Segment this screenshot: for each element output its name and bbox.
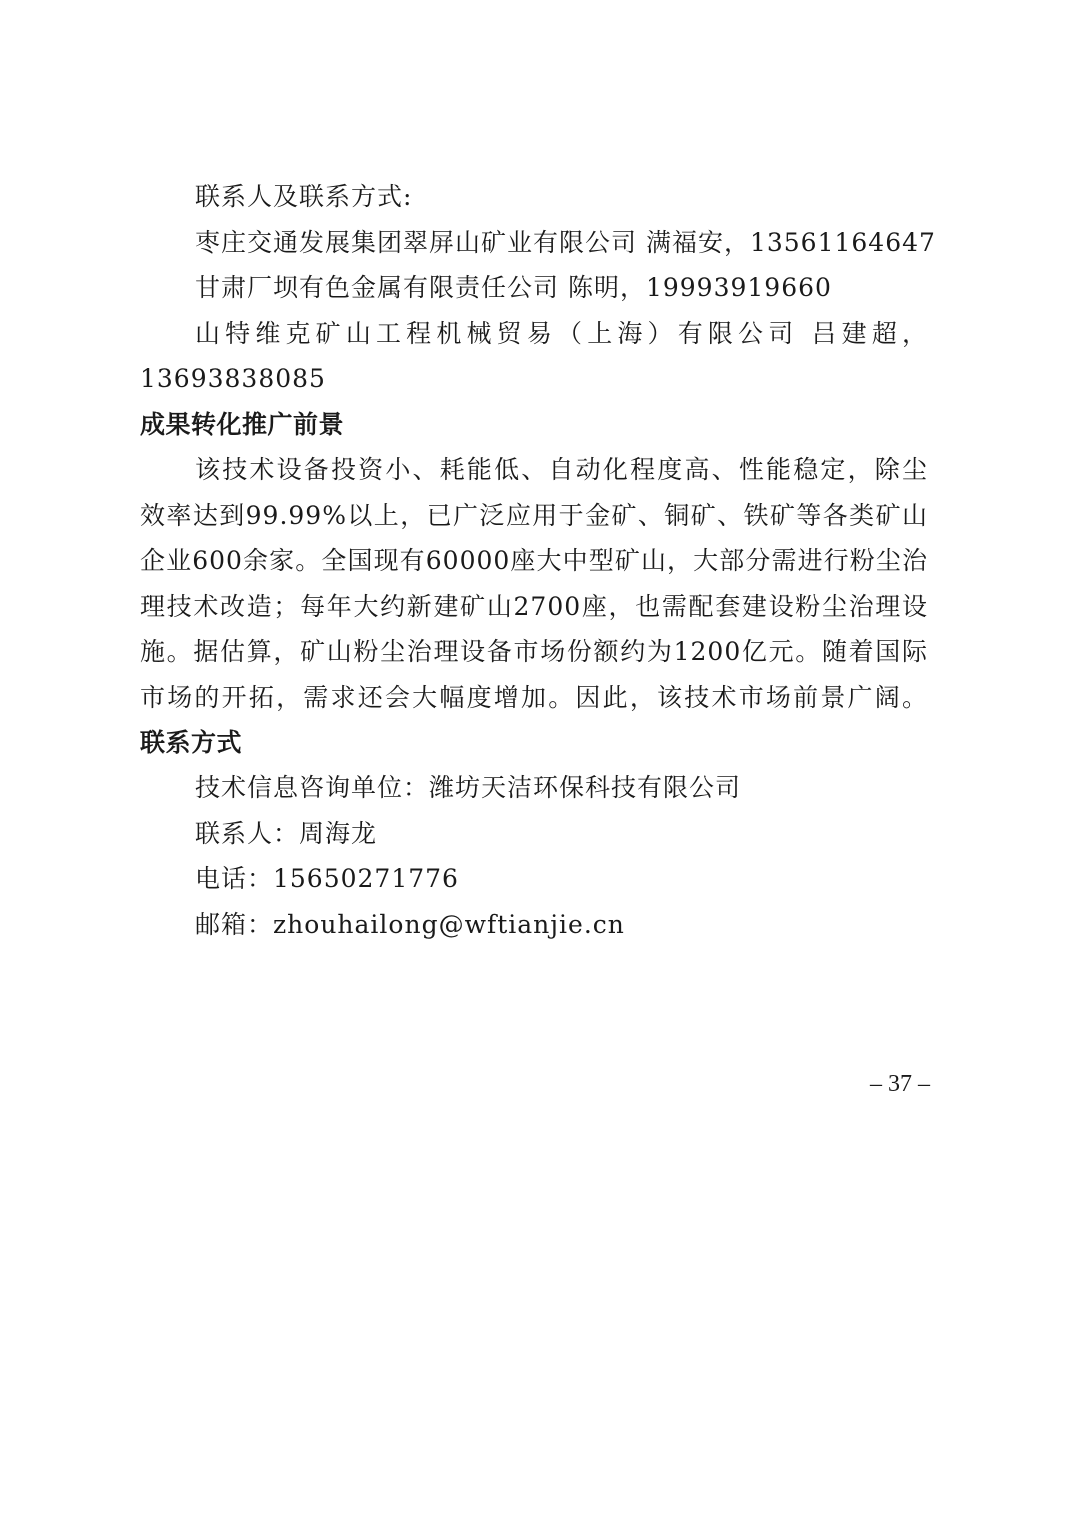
contact-method-heading: 联系方式 xyxy=(140,728,243,757)
prospects-line-3: 企业600余家。全国现有60000座大中型矿山，大部分需进行粉尘治 xyxy=(140,546,928,575)
prospects-line-2: 效率达到99.99%以上，已广泛应用于金矿、铜矿、铁矿等各类矿山 xyxy=(140,501,928,530)
prospects-line-5: 施。据估算，矿山粉尘治理设备市场份额约为1200亿元。随着国际 xyxy=(140,637,928,666)
prospects-line-6: 市场的开拓，需求还会大幅度增加。因此，该技术市场前景广阔。 xyxy=(140,683,928,712)
contact-line-2: 甘肃厂坝有色金属有限责任公司 陈明，19993919660 xyxy=(195,273,832,302)
prospects-line-4: 理技术改造；每年大约新建矿山2700座，也需配套建设粉尘治理设 xyxy=(140,592,928,621)
prospects-heading: 成果转化推广前景 xyxy=(140,410,345,439)
contact-line-1: 枣庄交通发展集团翠屏山矿业有限公司 满福安，13561164647 xyxy=(195,228,936,257)
contact-email: 邮箱：zhouhailong@wftianjie.cn xyxy=(195,910,625,939)
contact-line-3: 山特维克矿山工程机械贸易（上海）有限公司 吕建超， xyxy=(195,319,928,348)
consulting-unit: 技术信息咨询单位：潍坊天洁环保科技有限公司 xyxy=(195,773,742,802)
contact-person: 联系人：周海龙 xyxy=(195,819,378,848)
contact-line-3-phone: 13693838085 xyxy=(140,364,326,393)
contact-phone: 电话：15650271776 xyxy=(195,864,459,893)
prospects-line-1: 该技术设备投资小、耗能低、自动化程度高、性能稳定，除尘 xyxy=(195,455,928,484)
contacts-label: 联系人及联系方式: xyxy=(195,182,413,211)
page-number: – 37 – xyxy=(870,1071,930,1097)
